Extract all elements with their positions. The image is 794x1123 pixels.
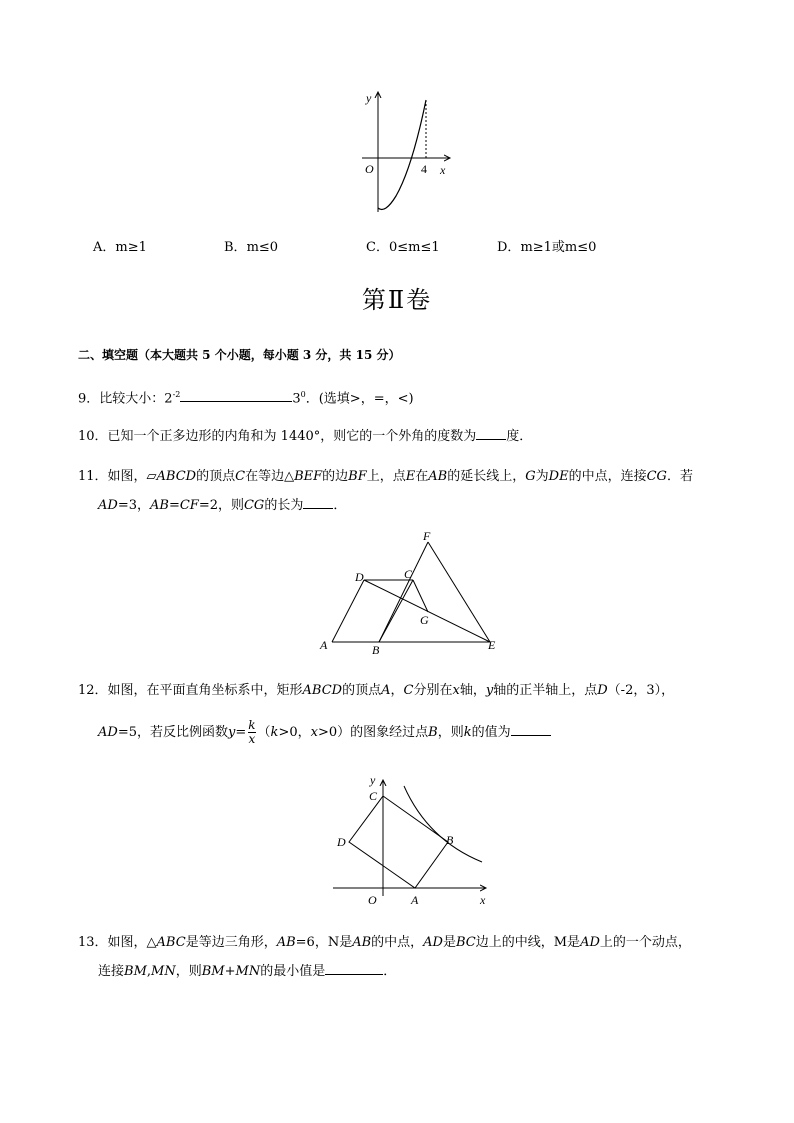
answer-blank-10[interactable]: [476, 427, 506, 440]
fig11-label-g: G: [420, 613, 429, 627]
fig11-label-f: F: [423, 529, 431, 543]
parabola-graph: [0, 0, 794, 240]
fig12-label-y: y: [370, 773, 376, 787]
answer-blank-12[interactable]: [511, 723, 551, 736]
answer-blank-13[interactable]: [325, 962, 383, 975]
choice-b[interactable]: B．m≤0: [224, 240, 279, 255]
volume-title: 第Ⅱ卷: [361, 286, 433, 314]
question-12-line-1: 12．如图，在平面直角坐标系中，矩形ABCD的顶点A，C分别在x轴，y轴的正半轴上，点D（-2，3），: [78, 683, 675, 698]
graph-curve: [378, 100, 426, 210]
fig12-label-x: x: [480, 893, 486, 907]
choice-d[interactable]: D．m≥1或m≤0: [497, 240, 597, 255]
question-10: 10．已知一个正多边形的内角和为 1440°，则它的一个外角的度数为 度．: [78, 429, 533, 444]
fraction-k-over-x: $\frac{k}{x}$: [248, 718, 256, 746]
answer-blank-11[interactable]: [303, 496, 333, 509]
fig11-label-a: A: [320, 638, 328, 652]
fig12-label-a: A: [411, 893, 419, 907]
fig11-label-c: C: [404, 567, 413, 581]
answer-blank-9[interactable]: [180, 389, 292, 402]
fig12-label-o: O: [368, 893, 377, 907]
fig12-label-d: D: [337, 835, 346, 849]
fig11-label-d: D: [355, 570, 364, 584]
figure-12: [0, 768, 794, 918]
fig12-label-c: C: [369, 789, 378, 803]
question-13-line-2: 连接BM,MN，则BM+MN的最小值是 ．: [98, 964, 397, 979]
graph-tick-label: 4: [421, 162, 427, 176]
question-11-line-1: 11．如图，▱ABCD的顶点C在等边△BEF的边BF上，点E在AB的延长线上，G为DE的中点，连接CG．若: [78, 469, 693, 484]
figure-11: [0, 528, 794, 668]
graph-origin-label: O: [365, 162, 374, 176]
question-11-line-2: AD=3，AB=CF=2，则CG的长为 ．: [98, 498, 347, 513]
question-12-line-2: AD=5，若反比例函数y= $\frac{k}{x}$ （k>0，x>0）的图象经过点B，则k的值为: [98, 718, 551, 748]
question-13-line-1: 13．如图，△ABC是等边三角形，AB=6，N是AB的中点，AD是BC边上的中线，M是AD上的一个动点，: [78, 935, 691, 950]
section-heading: 二、填空题（本大题共 5 个小题，每小题 3 分，共 15 分）: [78, 348, 401, 362]
fig11-label-b: B: [372, 643, 380, 657]
graph-x-label: x: [440, 163, 446, 177]
fig12-label-b: B: [446, 833, 454, 847]
question-9: 9．比较大小：$2^{-2}$ $3^0$．(选填>，=，<): [78, 390, 414, 407]
choice-a[interactable]: A．m≥1: [93, 240, 147, 255]
fig11-label-e: E: [488, 638, 496, 652]
choice-c[interactable]: C．0≤m≤1: [366, 240, 440, 255]
graph-y-label: y: [366, 91, 372, 105]
